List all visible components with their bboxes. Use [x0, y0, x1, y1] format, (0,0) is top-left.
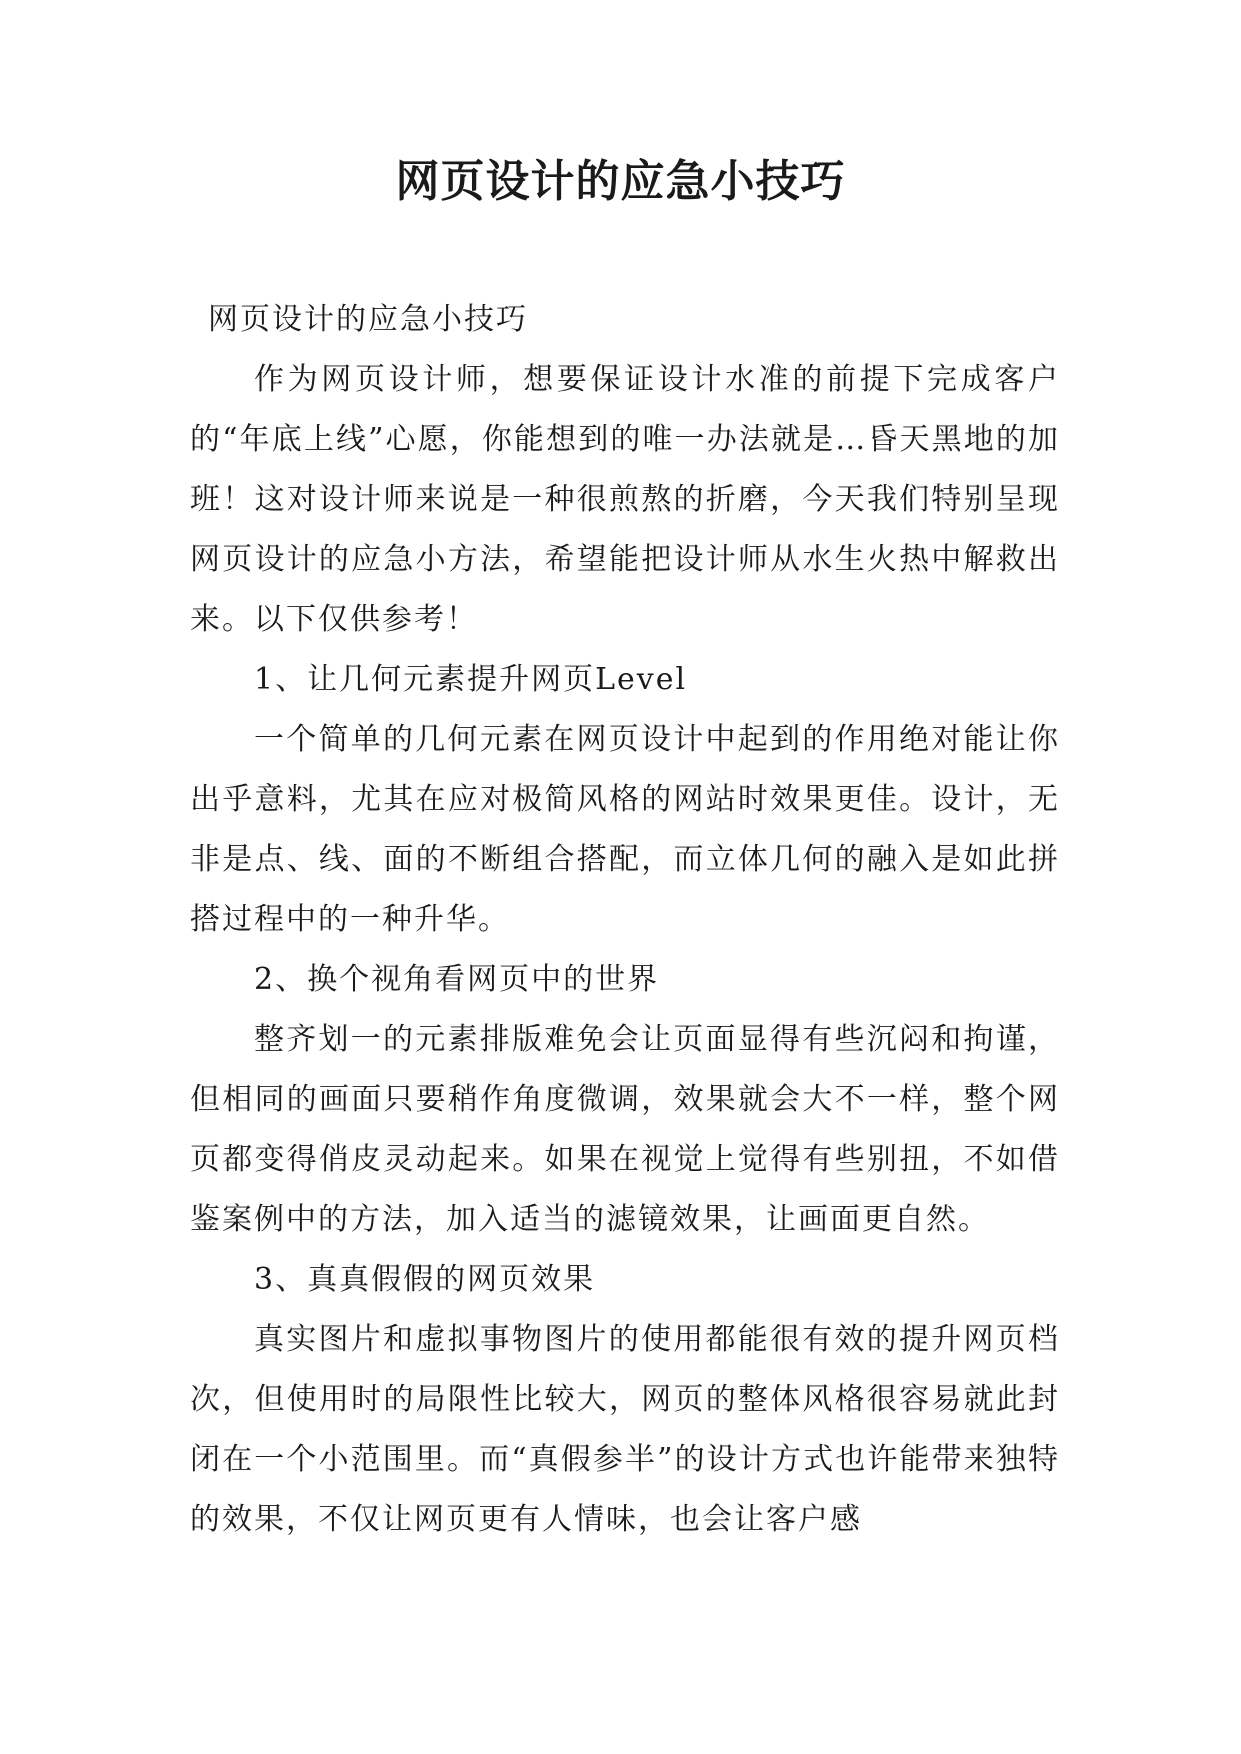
- document-title: 网页设计的应急小技巧: [395, 156, 846, 207]
- section-heading-3: 3、真真假假的网页效果: [254, 1262, 596, 1297]
- intro-paragraph: 作为网页设计师，想要保证设计水准的前提下完成客户的“年底上线”心愿，你能想到的唯一办法就是…昏天黑地的加班！这对设计师来说是一种很煎熬的折磨，今天我们特别呈现网页设计的应急小方法，希望能把设计师从水生火热中解救出来。以下仅供参考！: [190, 362, 1060, 637]
- section-paragraph-2: 整齐划一的元素排版难免会让页面显得有些沉闷和拘谨，但相同的画面只要稍作角度微调，效果就会大不一样，整个网页都变得俏皮灵动起来。如果在视觉上觉得有些别扭，不如借鉴案例中的方法，加入适当的滤镜效果，让画面更自然。: [190, 1022, 1060, 1237]
- section-paragraph-3: 真实图片和虚拟事物图片的使用都能很有效的提升网页档次，但使用时的局限性比较大，网页的整体风格很容易就此封闭在一个小范围里。而“真假参半”的设计方式也许能带来独特的效果，不仅让网页更有人情味，也会让客户感: [190, 1322, 1060, 1537]
- section-paragraph-1: 一个简单的几何元素在网页设计中起到的作用绝对能让你出乎意料，尤其在应对极简风格的网站时效果更佳。设计，无非是点、线、面的不断组合搭配，而立体几何的融入是如此拼搭过程中的一种升华。: [190, 722, 1060, 937]
- section-heading-2: 2、换个视角看网页中的世界: [254, 962, 660, 997]
- document-body: [190, 290, 1060, 1550]
- section-heading-1: 1、让几何元素提升网页Level: [254, 662, 688, 697]
- body-subtitle: 网页设计的应急小技巧: [208, 302, 528, 337]
